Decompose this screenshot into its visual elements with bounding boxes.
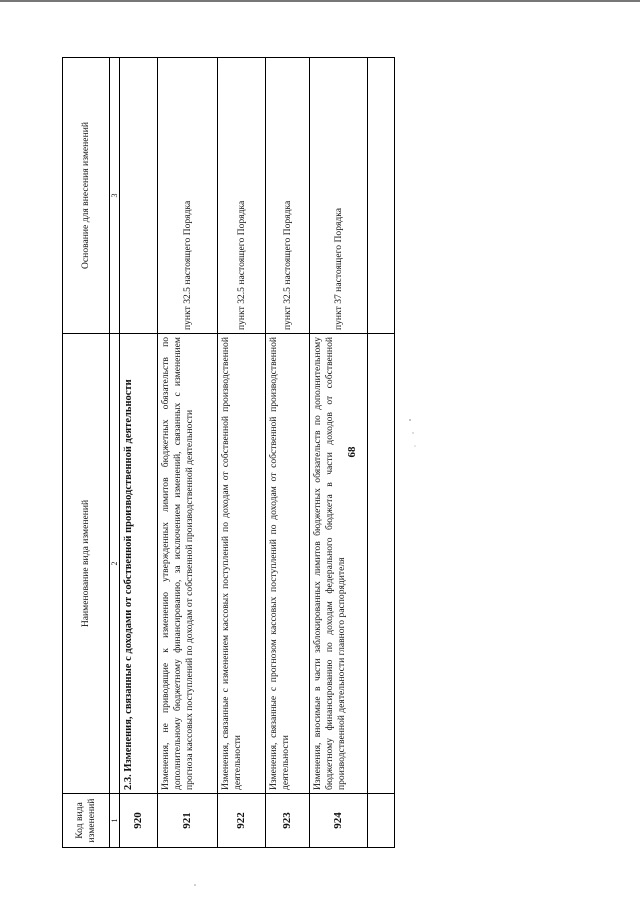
row-name: Изменения, вносимые в части заблокированных лимитов бюджетных обязательств по дополнительному бюджетному финансированию по доходам федерального бюджета в части доходов от собственной производственной деятельности главного распорядителя [310,334,368,794]
row-basis: пункт 32.5 настоящего Порядка [218,58,266,334]
scan-top-edge [0,0,640,12]
row-name: Изменения, связанные с прогнозом кассовых поступлений по доходам от собственной производственной деятельности [266,334,310,794]
changes-table [62,57,395,848]
header-code: Код вида изменений [63,794,110,848]
table-row [310,58,368,848]
row-code: 924 [310,794,368,848]
row-name: Изменения, не приводящие к изменению утвержденных лимитов бюджетных обязательств по дополнительному бюджетному финансированию, за исключением изменений, связанных с изменением прогноза кассовых поступлений по доходам от собственной производственной деятельности [158,334,218,794]
row-name: Изменения, связанные с изменением кассовых поступлений по доходам от собственной производственной деятельности [218,334,266,794]
column-number: 1 [110,794,120,848]
row-basis [120,58,158,334]
header-basis: Основание для внесения изменений [63,58,110,334]
document-sheet [62,58,360,848]
row-code: 921 [158,794,218,848]
table-row [158,58,218,848]
rotated-table-container [62,58,360,848]
row-code: 920 [120,794,158,848]
table-row [218,58,266,848]
column-number: 3 [110,58,120,334]
empty-cell [368,334,395,794]
row-code: 922 [218,794,266,848]
page-number: 68 [346,446,358,458]
header-name: Наименование вида изменений [63,334,110,794]
empty-cell [368,58,395,334]
table-header-row [63,58,110,848]
row-basis: пункт 37 настоящего Порядка [310,58,368,334]
empty-cell [368,794,395,848]
column-number: 2 [110,334,120,794]
row-name: 2.3. Изменения, связанные с доходами от собственной производственной деятельности [120,334,158,794]
row-basis: пункт 32.5 настоящего Порядка [158,58,218,334]
table-row [120,58,158,848]
column-number-row [110,58,120,848]
table-row-empty [368,58,395,848]
table-row [266,58,310,848]
row-basis: пункт 32.5 настоящего Порядка [266,58,310,334]
row-code: 923 [266,794,310,848]
